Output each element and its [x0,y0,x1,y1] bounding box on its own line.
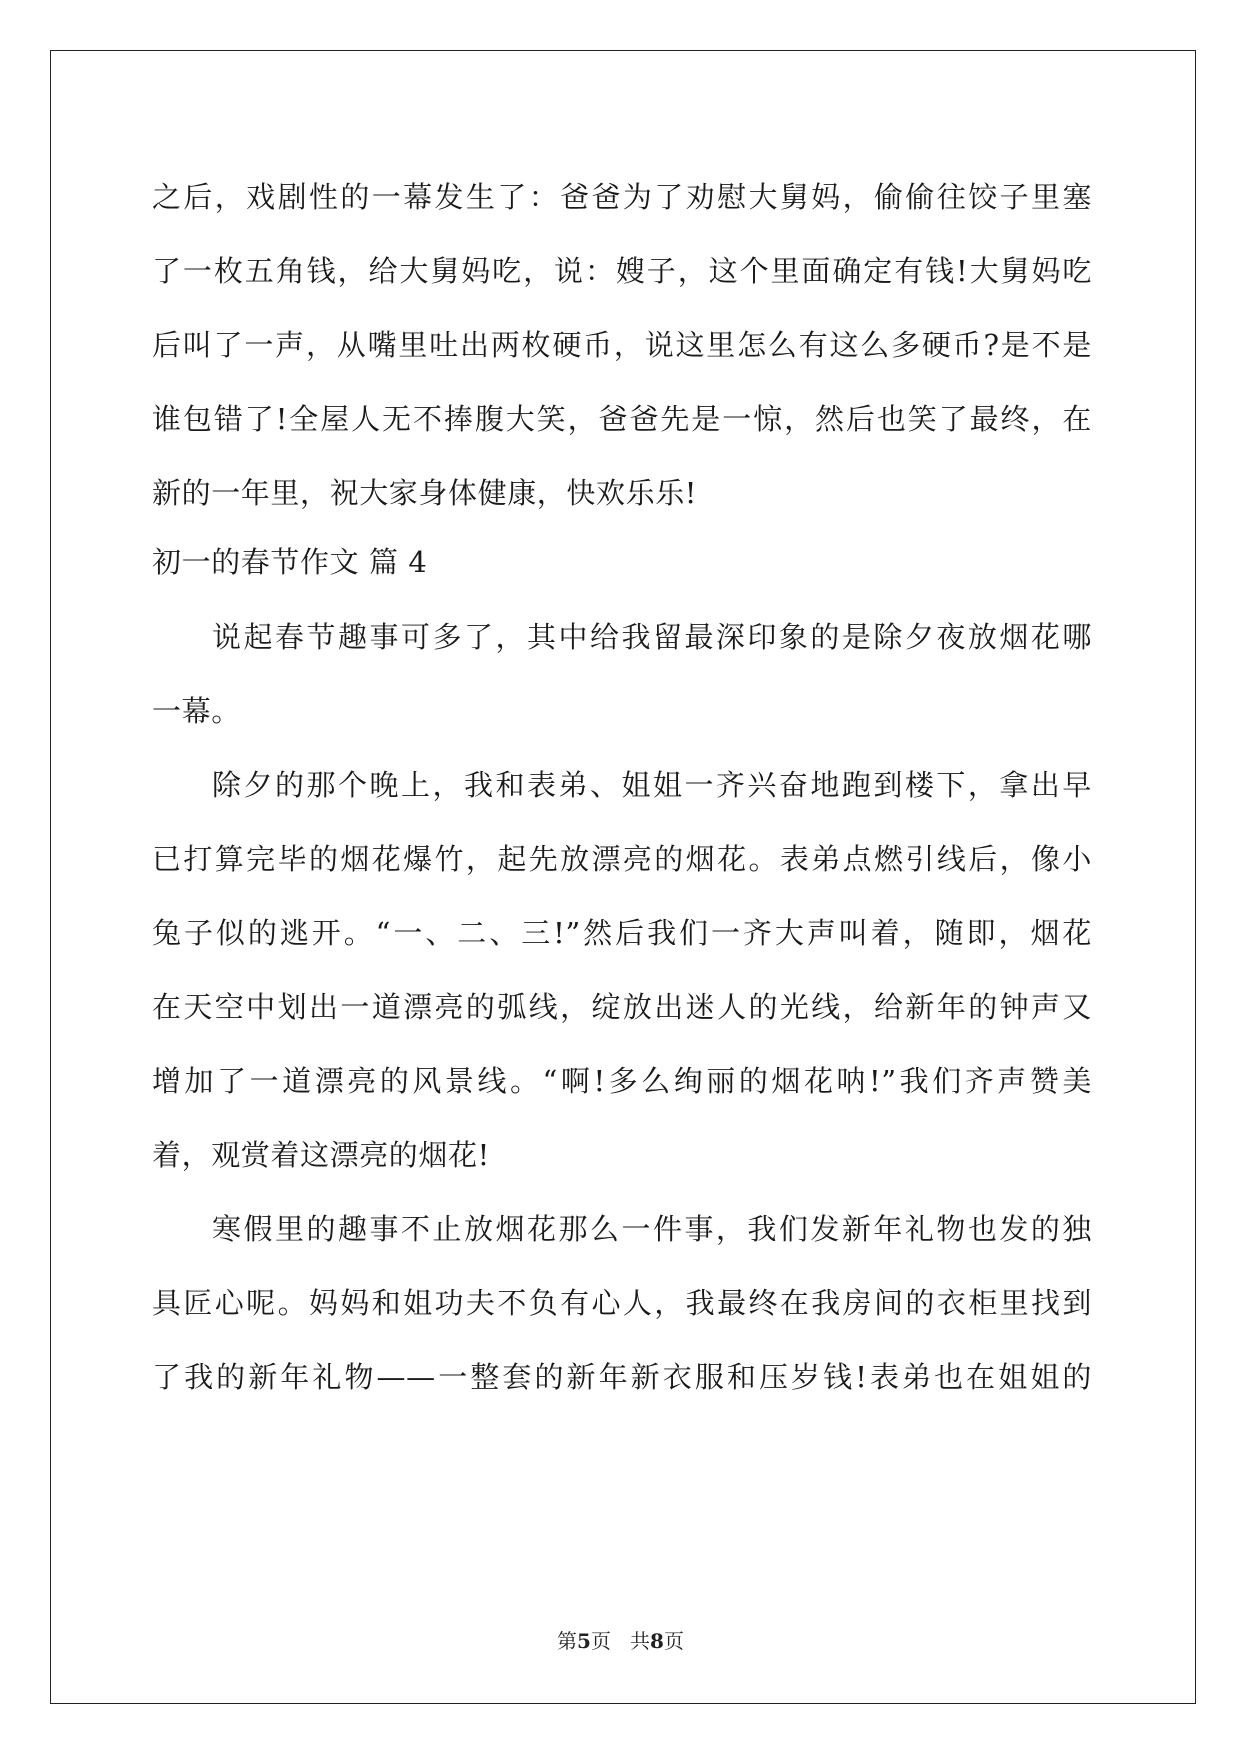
section-heading: 初一的春节作文 篇 4 [152,545,428,579]
text-line: 一幕。 [152,694,241,728]
text-line: 具匠心呢。妈妈和姐功夫不负有心人，我最终在我房间的衣柜里找到 [152,1286,1092,1320]
footer-suffix: 页 [663,1629,684,1653]
document-body [152,160,1092,1414]
text-line: 了一枚五角钱，给大舅妈吃，说：嫂子，这个里面确定有钱!大舅妈吃 [152,254,1092,288]
text-line: 寒假里的趣事不止放烟花那么一件事，我们发新年礼物也发的独 [212,1212,1092,1246]
paragraph-continuation [152,160,1092,530]
text-line: 在天空中划出一道漂亮的弧线，绽放出迷人的光线，给新年的钟声又 [152,990,1092,1024]
text-line: 谁包错了!全屋人无不捧腹大笑，爸爸先是一惊，然后也笑了最终，在 [152,402,1092,436]
text-line: 着，观赏着这漂亮的烟花! [152,1138,490,1172]
text-line: 已打算完毕的烟花爆竹，起先放漂亮的烟花。表弟点燃引线后，像小 [152,842,1092,876]
text-line: 了我的新年礼物——一整套的新年新衣服和压岁钱!表弟也在姐姐的 [152,1360,1092,1394]
paragraph [152,748,1092,1192]
footer-prefix: 第 [557,1629,578,1653]
text-line: 新的一年里，祝大家身体健康，快欢乐乐! [152,476,698,510]
text-line: 后叫了一声，从嘴里吐出两枚硬币，说这里怎么有这么多硬币?是不是 [152,328,1092,362]
text-line: 兔子似的逃开。“一、二、三!”然后我们一齐大声叫着，随即，烟花 [152,916,1092,950]
page-footer [0,1625,1241,1654]
text-line: 除夕的那个晚上，我和表弟、姐姐一齐兴奋地跑到楼下，拿出早 [212,768,1092,802]
footer-mid: 页 共 [590,1629,651,1653]
text-line: 之后，戏剧性的一幕发生了：爸爸为了劝慰大舅妈，偷偷往饺子里塞 [152,180,1092,214]
paragraph [152,600,1092,748]
paragraph [152,1192,1092,1414]
text-line: 增加了一道漂亮的风景线。“啊!多么绚丽的烟花呐!”我们齐声赞美 [152,1064,1092,1098]
current-page-number: 5 [577,1629,591,1653]
total-pages-number: 8 [650,1629,664,1653]
text-line: 说起春节趣事可多了，其中给我留最深印象的是除夕夜放烟花哪 [212,620,1092,654]
